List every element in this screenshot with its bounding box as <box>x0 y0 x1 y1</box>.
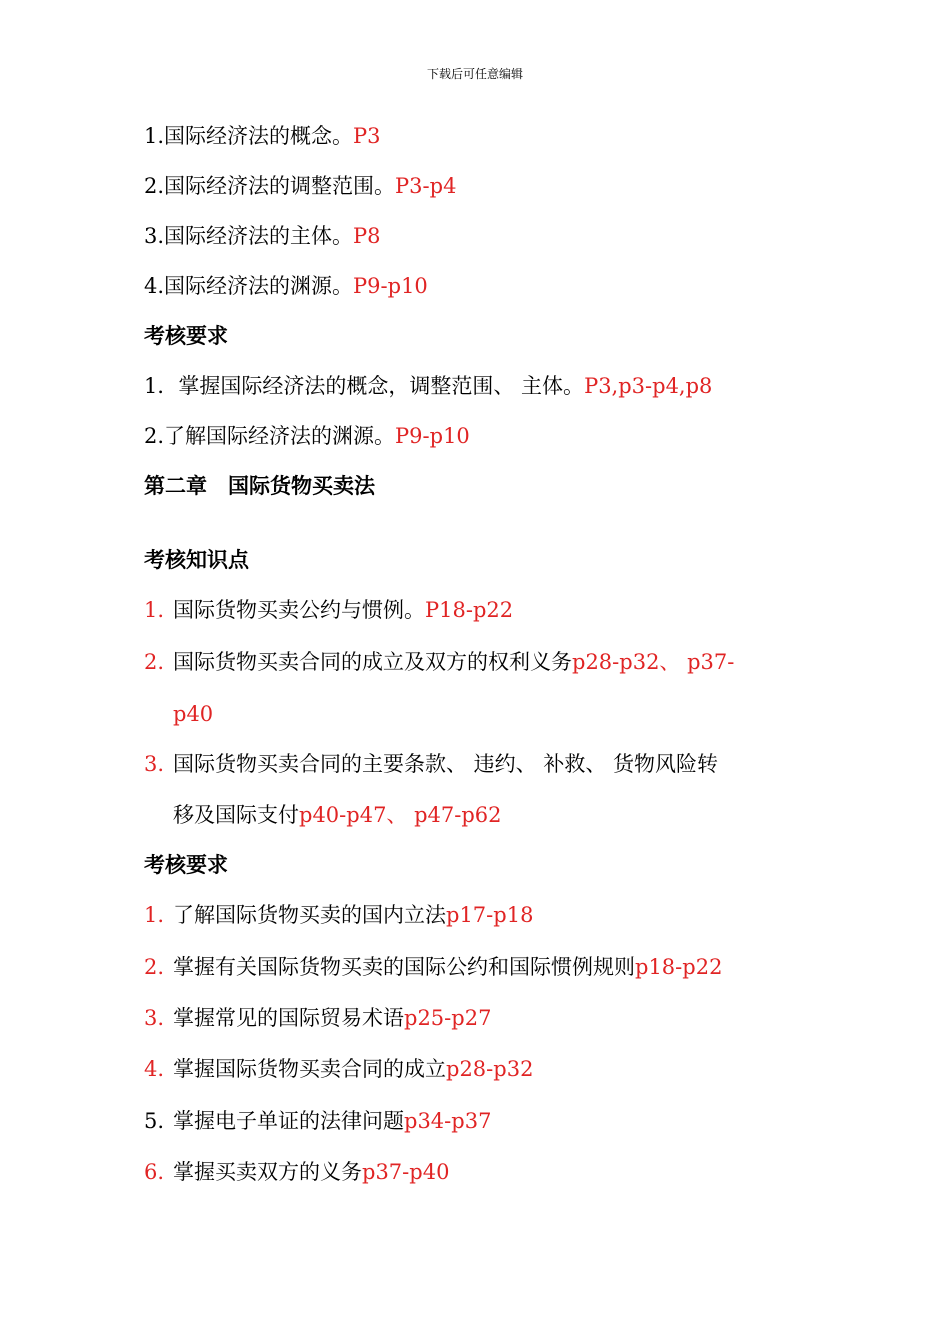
req-text: 掌握有关国际货物买卖的国际公约和国际惯例规则 <box>173 955 635 979</box>
page-ref: p40 <box>173 702 214 726</box>
ch2-point-2-continued <box>173 700 213 728</box>
point-text: 国际货物买卖合同的成立及双方的权利义务 <box>173 650 572 674</box>
req-text: 掌握国际货物买卖合同的成立 <box>173 1057 446 1081</box>
ch2-points-heading: 考核知识点 <box>144 548 249 572</box>
page-ref: P3-p4 <box>395 174 457 198</box>
ch2-req-4 <box>144 1055 533 1083</box>
ch2-point-2 <box>144 648 734 676</box>
page-ref: P18-p22 <box>425 598 514 622</box>
page-ref: p40-p47、 p47-p62 <box>299 803 502 827</box>
ch2-req-3 <box>144 1004 491 1032</box>
page-ref: p17-p18 <box>446 903 534 927</box>
req-text: 掌握国际经济法的概念，调整范围、 主体。 <box>178 374 585 398</box>
point-number: 4. <box>144 274 165 298</box>
point-text: 国际经济法的渊源。 <box>164 274 354 298</box>
req-text: 了解国际经济法的渊源。 <box>164 424 396 448</box>
point-number: 2. <box>144 650 165 674</box>
req-text: 掌握买卖双方的义务 <box>173 1160 362 1184</box>
req-number: 1． <box>144 374 179 398</box>
req-text: 掌握常见的国际贸易术语 <box>173 1006 404 1030</box>
req-number: 1. <box>144 903 165 927</box>
req-text: 了解国际货物买卖的国内立法 <box>173 903 446 927</box>
page-ref: p18-p22 <box>635 955 723 979</box>
ch2-req-5 <box>144 1107 491 1135</box>
ch1-req-1 <box>144 372 712 400</box>
page-ref: p28-p32 <box>446 1057 534 1081</box>
req-text: 掌握电子单证的法律问题 <box>173 1109 404 1133</box>
ch1-point-4 <box>144 272 428 300</box>
point-text: 国际货物买卖公约与惯例。 <box>173 598 425 622</box>
page-ref: P3 <box>353 124 381 148</box>
ch2-point-3-continued <box>173 801 502 829</box>
point-text: 国际经济法的主体。 <box>164 224 354 248</box>
point-number: 3. <box>144 752 165 776</box>
ch1-requirements-heading: 考核要求 <box>144 324 228 348</box>
ch2-req-1 <box>144 901 533 929</box>
ch2-requirements-heading: 考核要求 <box>144 853 228 877</box>
ch2-req-2 <box>144 953 722 981</box>
req-number: 2. <box>144 424 165 448</box>
page-ref: P8 <box>353 224 381 248</box>
point-text: 国际经济法的概念。 <box>164 124 354 148</box>
ch1-point-1 <box>144 122 381 150</box>
point-number: 2. <box>144 174 165 198</box>
req-number: 6. <box>144 1160 165 1184</box>
point-number: 1. <box>144 124 165 148</box>
page-ref: P9-p10 <box>395 424 470 448</box>
page-header: 下载后可任意编辑 <box>426 67 523 81</box>
page-ref: P3,p3-p4,p8 <box>584 374 713 398</box>
chapter-2-title: 第二章 国际货物买卖法 <box>144 474 375 498</box>
ch1-point-2 <box>144 172 456 200</box>
point-text: 国际货物买卖合同的主要条款、 违约、 补救、 货物风险转 <box>173 752 719 776</box>
ch2-req-6 <box>144 1158 449 1186</box>
req-number: 5. <box>144 1109 165 1133</box>
ch1-req-2 <box>144 422 470 450</box>
point-text: 国际经济法的调整范围。 <box>164 174 396 198</box>
point-number: 3. <box>144 224 165 248</box>
page-ref: p28-p32、 p37- <box>572 650 735 674</box>
page-ref: p25-p27 <box>404 1006 492 1030</box>
ch2-point-1 <box>144 596 513 624</box>
point-text: 移及国际支付 <box>173 803 299 827</box>
req-number: 3. <box>144 1006 165 1030</box>
point-number: 1. <box>144 598 165 622</box>
page-ref: p37-p40 <box>362 1160 450 1184</box>
page-ref: P9-p10 <box>353 274 428 298</box>
page-ref: p34-p37 <box>404 1109 492 1133</box>
ch1-point-3 <box>144 222 381 250</box>
req-number: 4. <box>144 1057 165 1081</box>
req-number: 2. <box>144 955 165 979</box>
ch2-point-3 <box>144 750 718 778</box>
